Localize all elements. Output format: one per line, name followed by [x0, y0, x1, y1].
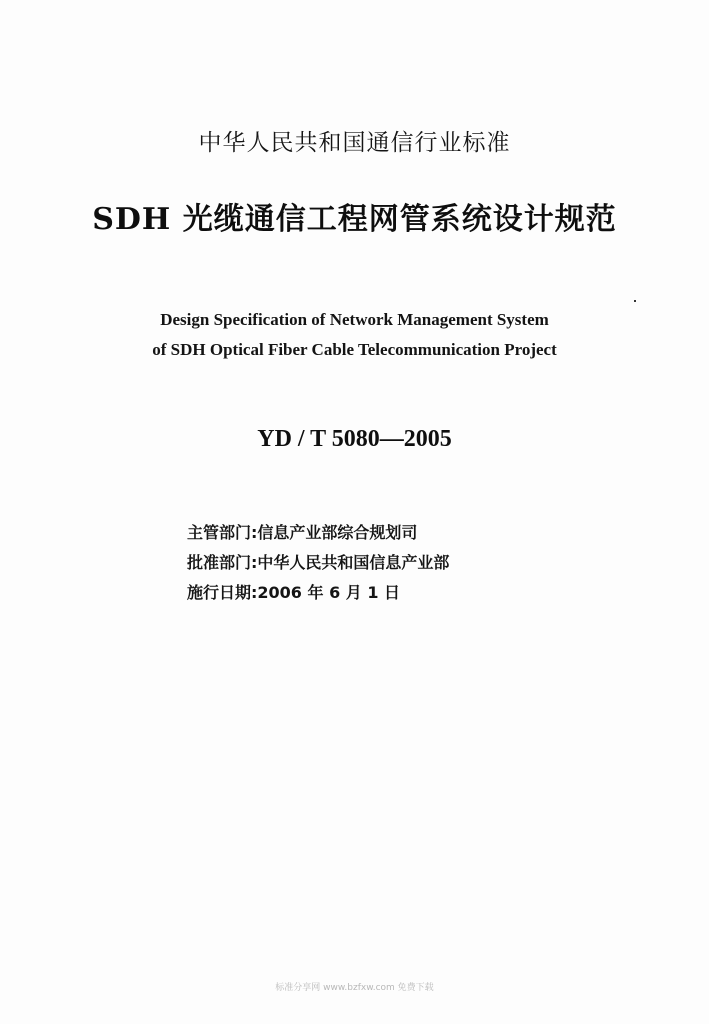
- approving-department: 批准部门:中华人民共和国信息产业部: [187, 553, 450, 572]
- english-title-line-2: of SDH Optical Fiber Cable Telecommunication Project: [152, 340, 557, 359]
- competent-department: 主管部门:信息产业部综合规划司: [187, 523, 418, 542]
- english-title-line-1: Design Specification of Network Management System: [160, 310, 549, 329]
- footer-watermark: 标准分享网 www.bzfxw.com 免费下载: [275, 983, 434, 993]
- scan-speck: [634, 300, 636, 302]
- standard-code: YD / T 5080—2005: [257, 426, 452, 452]
- series-title: 中华人民共和国通信行业标准: [198, 130, 511, 156]
- main-title: SDH 光缆通信工程网管系统设计规范: [92, 202, 617, 237]
- effective-date: 施行日期:2006 年 6 月 1 日: [187, 583, 401, 602]
